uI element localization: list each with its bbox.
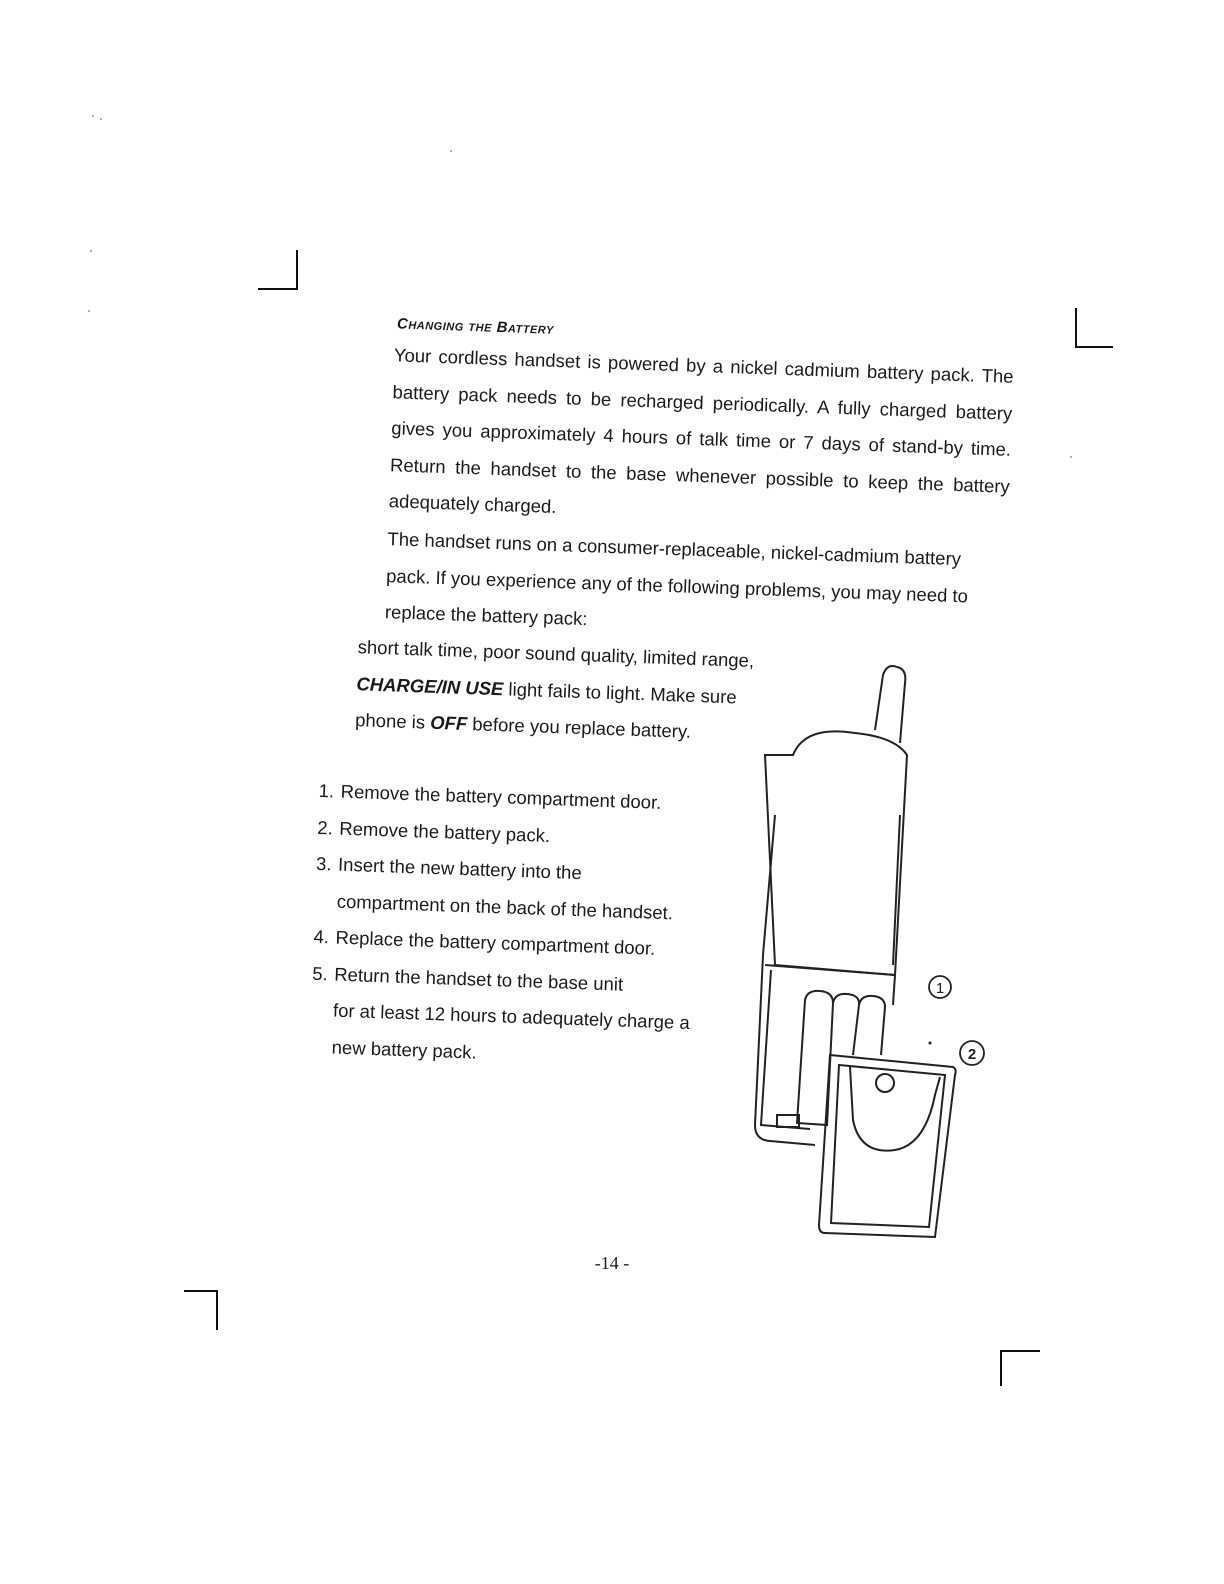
charge-in-use-label: CHARGE/IN USE [356, 672, 504, 699]
step-item: 5. Return the handset to the base unit for at least 12 hours to adequately charge a new battery pack. [311, 962, 691, 1063]
page-number: -14 - [594, 1253, 630, 1273]
step-item: 3. Insert the new battery into the compartment on the back of the handset. [315, 852, 674, 923]
intro-paragraph: Your cordless handset is powered by a nickel cadmium battery pack. The battery pack needs to be recharged periodically. A fully charged battery gives you approximately 4 hours of talk time or 7 days of stand-by time. Return the handset to the base whenever possible to keep the battery adequately charged. [388, 344, 1014, 518]
steps-list [309, 773, 719, 1079]
crop-mark-top-right [1075, 308, 1077, 348]
step-item: 4. Replace the battery compartment door. [313, 925, 656, 959]
scan-speck [100, 118, 102, 120]
replace-paragraph: The handset runs on a consumer-replaceable, nickel-cadmium battery pack. If you experience any of the following problems, you may need to replace the battery pack: [384, 528, 969, 630]
scan-speck [90, 250, 92, 252]
callout-1 [929, 976, 951, 998]
svg-text:1: 1 [935, 980, 945, 997]
crop-mark-bottom-right [1000, 1350, 1002, 1386]
crop-mark-top-right-h [1075, 346, 1113, 348]
off-label: OFF [429, 711, 468, 735]
scan-speck [1070, 456, 1072, 458]
scan-speck [92, 115, 94, 117]
scan-speck [450, 150, 452, 152]
handset-body [765, 731, 907, 975]
crop-mark-top-left-h [258, 288, 298, 290]
step-item: 2. Remove the battery pack. [317, 816, 551, 846]
crop-mark-bottom-left [216, 1290, 218, 1330]
antenna [875, 666, 905, 743]
handset-battery-illustration [735, 655, 1005, 1245]
battery-compartment [755, 955, 815, 1145]
step-item: 1. Remove the battery compartment door. [318, 779, 662, 813]
svg-text:2: 2 [967, 1046, 977, 1063]
page-content [311, 295, 1030, 1063]
scan-speck [88, 310, 90, 312]
crop-mark-bottom-right-h [1000, 1350, 1040, 1352]
problems-paragraph: short talk time, poor sound quality, limited range, CHARGE/IN USE light fails to light. Make sure phone is OFF before you replace battery. [354, 636, 755, 742]
crop-mark-top-left [296, 250, 298, 290]
section-heading: CHANGING THE BATTERY [396, 315, 555, 337]
door-latch-circle [876, 1074, 894, 1092]
callout-2 [960, 1041, 984, 1065]
battery-compartment [765, 965, 895, 1005]
crop-mark-bottom-left-h [184, 1290, 218, 1292]
compartment-door [819, 1055, 956, 1237]
dot-mark [929, 1042, 932, 1045]
